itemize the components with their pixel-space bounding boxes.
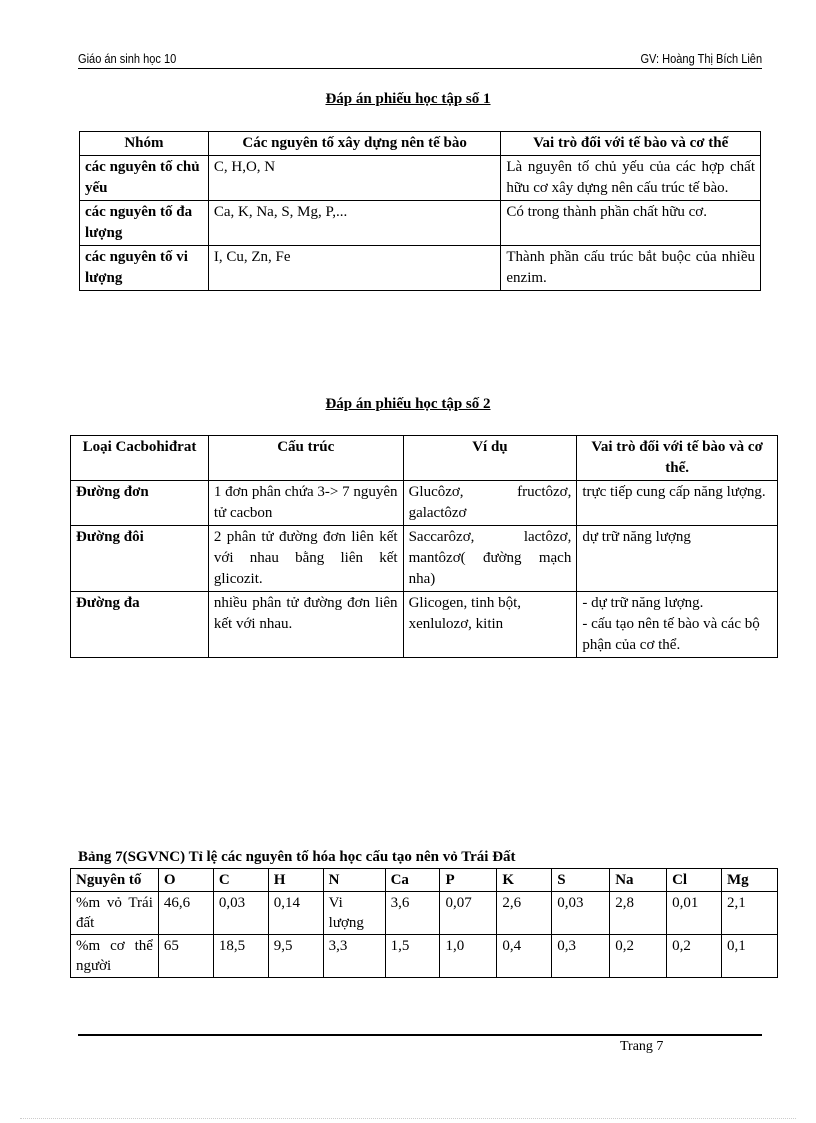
cell: 65 [158,935,213,978]
cell: Na [610,869,667,892]
element-ratio-table [70,868,778,978]
cell: 0,1 [722,935,778,978]
cell: các nguyên tố chủ yếu [80,156,209,201]
table-row [80,201,761,246]
cell: dự trữ năng lượng [577,526,778,592]
cell: Đường đơn [71,481,209,526]
cell: Nguyên tố [71,869,159,892]
cell: K [497,869,552,892]
cell: 0,03 [552,892,610,935]
table-row [71,592,778,658]
cell: 0,14 [268,892,323,935]
section1-title: Đáp án phiếu học tập số 1 [325,91,491,107]
cell: 0,01 [667,892,722,935]
cell: Đường đa [71,592,209,658]
table-row [71,935,778,978]
cell: O [158,869,213,892]
col-header: Ví dụ [403,436,577,481]
page-number: Trang 7 [620,1039,664,1054]
table-row [71,481,778,526]
cell: Đường đôi [71,526,209,592]
cell: Vi lượng [323,892,385,935]
carbohydrate-table [70,435,778,658]
cell: Glucôzơ, fructôzơ, galactôzơ [403,481,577,526]
cell: %m cơ thể người [71,935,159,978]
cell: N [323,869,385,892]
cell: Ca [385,869,440,892]
cell: - dự trữ năng lượng. - cấu tạo nên tế bào và các bộ phận của cơ thể. [577,592,778,658]
cell: Mg [722,869,778,892]
cell: 2,1 [722,892,778,935]
footer-rule [78,1034,762,1036]
cell: 2,6 [497,892,552,935]
cell: 18,5 [213,935,268,978]
cell: 2 phân tử đường đơn liên kết với nhau bằng liên kết glicozit. [208,526,403,592]
table-header-row [71,436,778,481]
cell: 2,8 [610,892,667,935]
cell: Cl [667,869,722,892]
table-row [80,246,761,291]
cell: nhiều phân tử đường đơn liên kết với nhau. [208,592,403,658]
table7-caption: Bảng 7(SGVNC) Tỉ lệ các nguyên tố hóa học cấu tạo nên vỏ Trái Đất [78,849,516,865]
table-header-row [80,132,761,156]
cell: 0,2 [610,935,667,978]
table-row [71,526,778,592]
cell: trực tiếp cung cấp năng lượng. [577,481,778,526]
cell: 1,0 [440,935,497,978]
col-header: Vai trò đối với tế bào và cơ thể. [577,436,778,481]
cell: C, H,O, N [208,156,501,201]
col-header: Vai trò đối với tế bào và cơ thể [501,132,761,156]
cell: 3,3 [323,935,385,978]
cell: S [552,869,610,892]
page-header [78,50,762,69]
cell: 0,03 [213,892,268,935]
cell: 0,3 [552,935,610,978]
cell: C [213,869,268,892]
cell: 0,2 [667,935,722,978]
cell: Ca, K, Na, S, Mg, P,... [208,201,501,246]
col-header: Nhóm [80,132,209,156]
table-row [80,156,761,201]
cell: 1,5 [385,935,440,978]
cell: các nguyên tố đa lượng [80,201,209,246]
cell: Là nguyên tố chủ yếu của các hợp chất hữu cơ xây dựng nên cấu trúc tế bào. [501,156,761,201]
cell: 3,6 [385,892,440,935]
col-header: Cấu trúc [208,436,403,481]
page-bottom-divider [20,1118,796,1119]
cell: P [440,869,497,892]
cell: 1 đơn phân chứa 3-> 7 nguyên tử cacbon [208,481,403,526]
section2-title: Đáp án phiếu học tập số 2 [325,396,491,412]
cell: các nguyên tố vi lượng [80,246,209,291]
cell: Có trong thành phần chất hữu cơ. [501,201,761,246]
header-subject: Giáo án sinh học 10 [78,51,177,66]
elements-role-table [79,131,761,291]
header-teacher: GV: Hoàng Thị Bích Liên [640,51,762,66]
cell: H [268,869,323,892]
cell: 0,07 [440,892,497,935]
cell: Thành phần cấu trúc bắt buộc của nhiều enzim. [501,246,761,291]
col-header: Các nguyên tố xây dựng nên tế bào [208,132,501,156]
cell: Saccarôzơ, lactôzơ, mantôzơ( đường mạch nha) [403,526,577,592]
cell: 0,4 [497,935,552,978]
cell: I, Cu, Zn, Fe [208,246,501,291]
cell: Glicogen, tinh bột, xenlulozơ, kitin [403,592,577,658]
cell: %m vỏ Trái đất [71,892,159,935]
col-header: Loại Cacbohiđrat [71,436,209,481]
table-header-row [71,869,778,892]
cell: 46,6 [158,892,213,935]
table-row [71,892,778,935]
cell: 9,5 [268,935,323,978]
